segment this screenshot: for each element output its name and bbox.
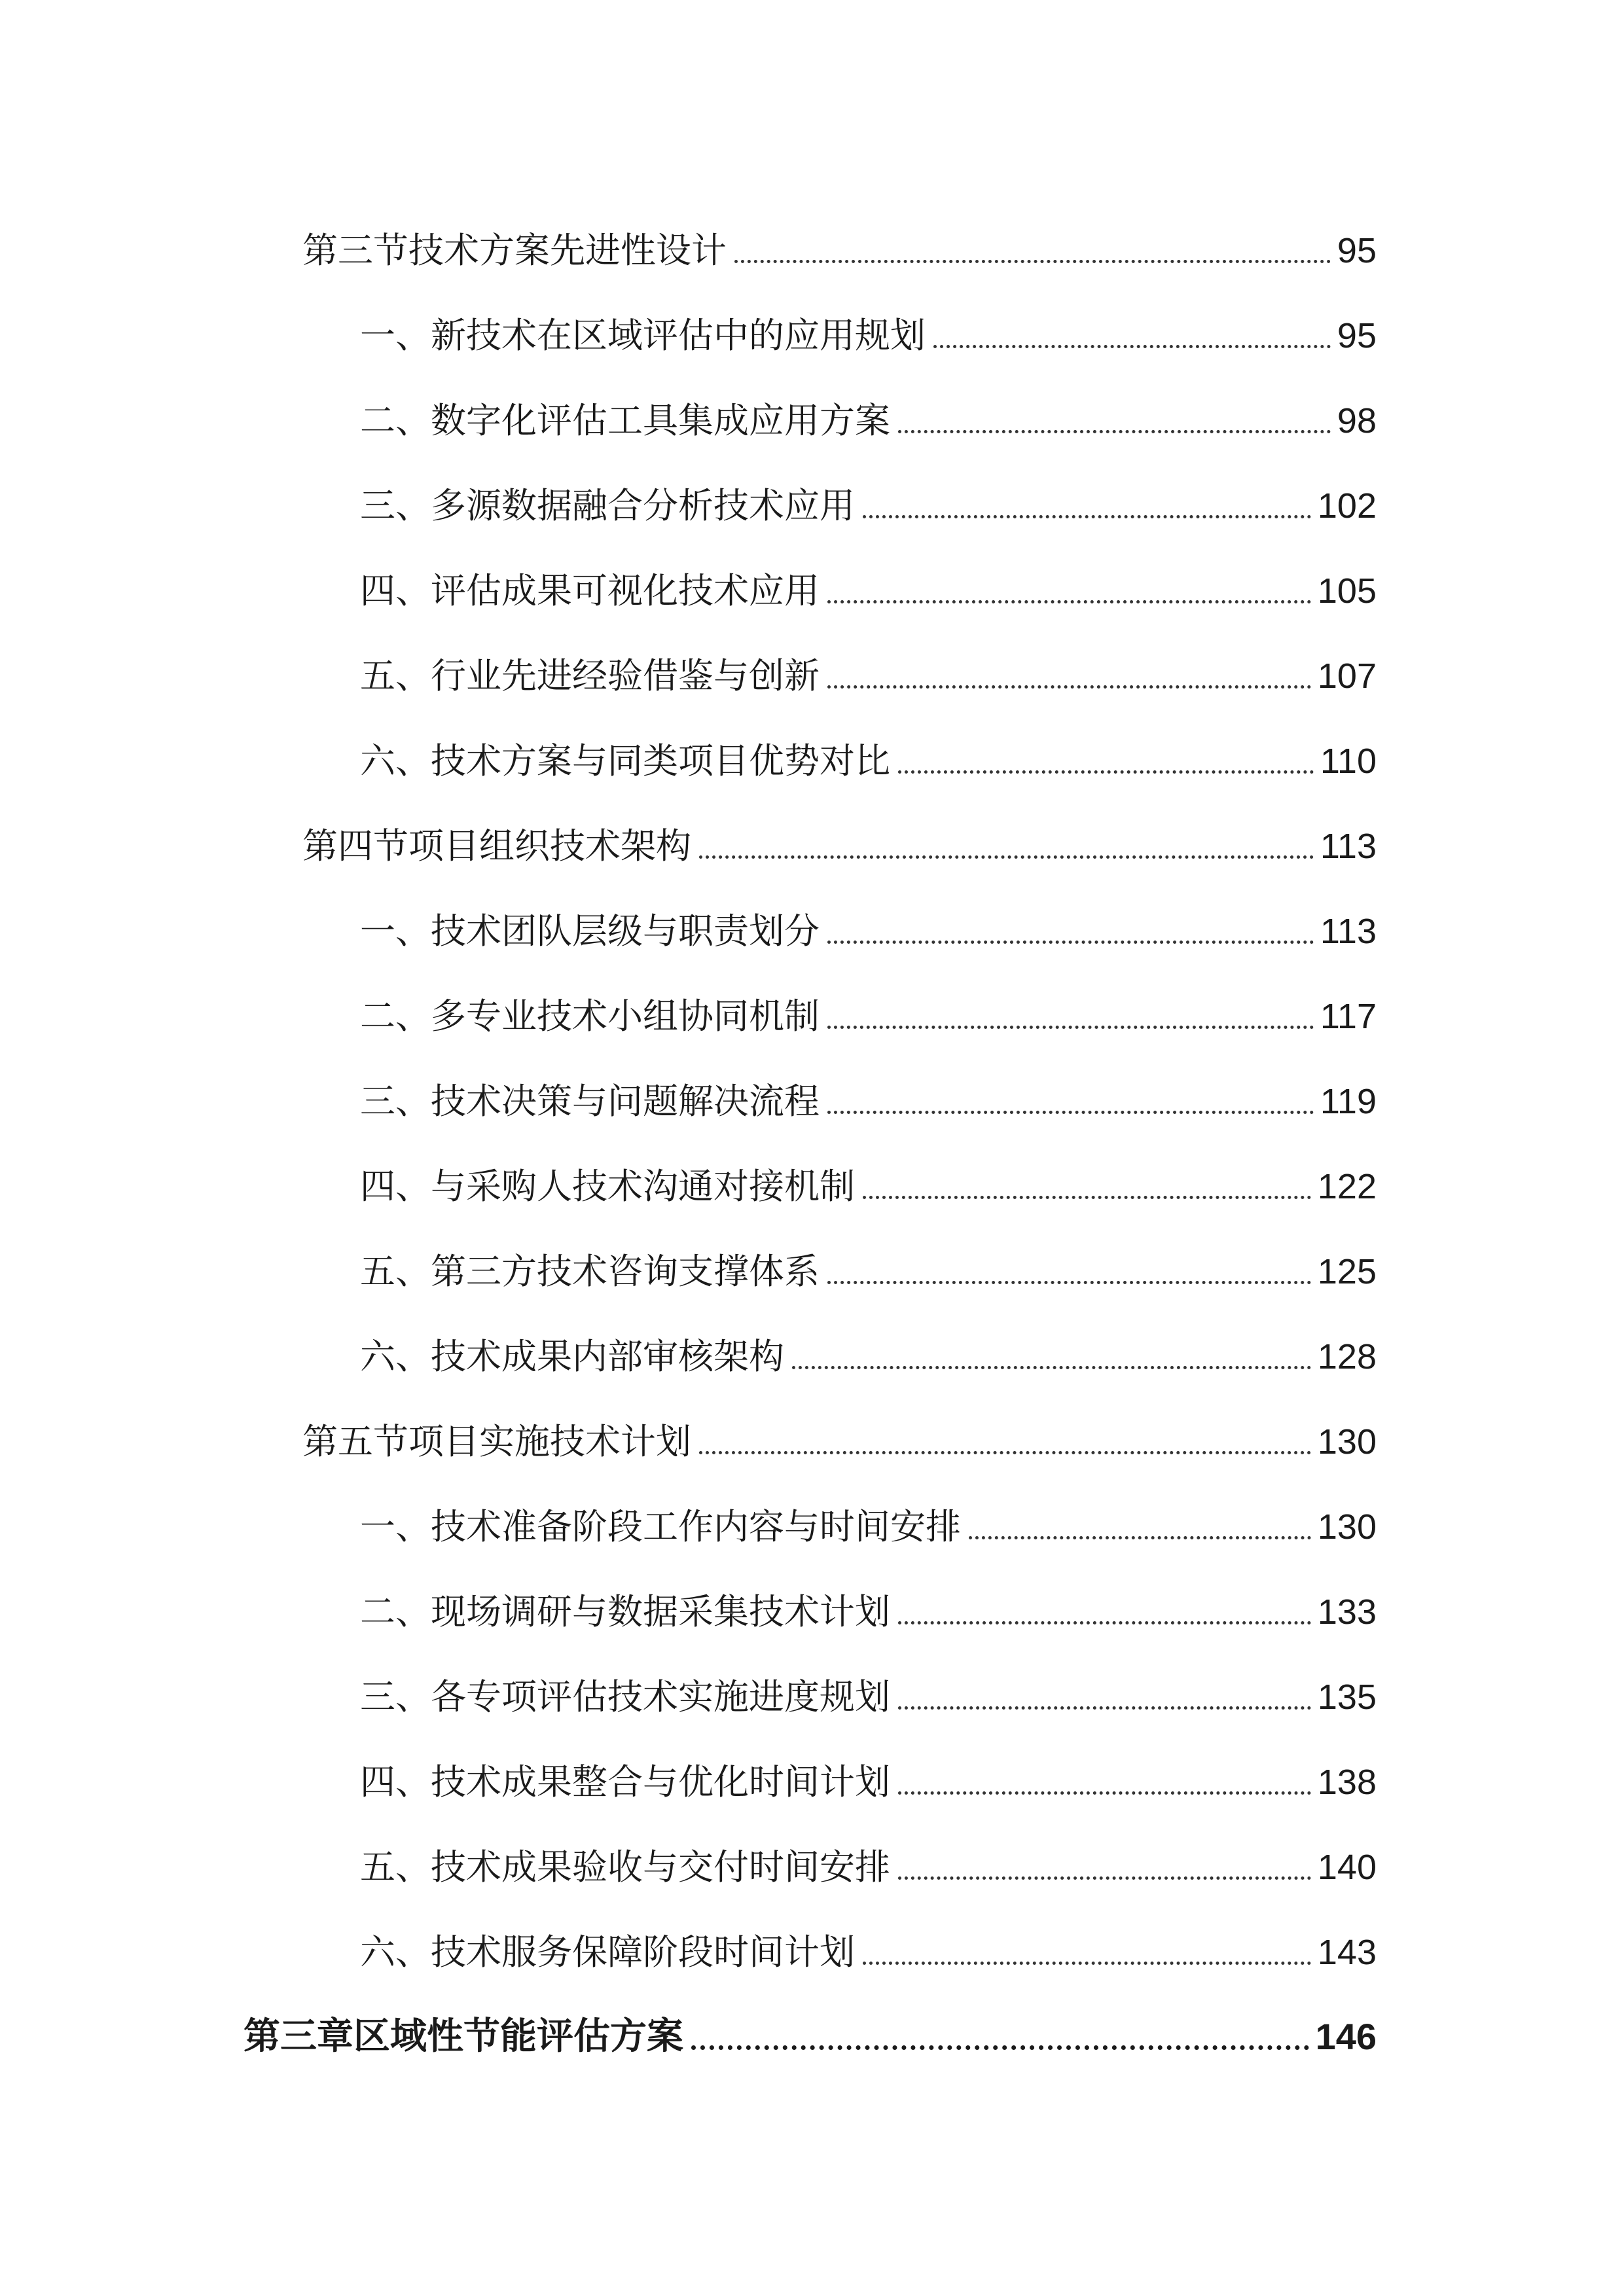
toc-entry-title: 三、各专项评估技术实施进度规划 <box>360 1676 890 1717</box>
toc-entry[interactable] <box>360 458 1377 524</box>
toc-entry[interactable] <box>360 628 1377 694</box>
toc-entry[interactable] <box>360 1564 1377 1630</box>
dot-leader <box>898 1876 1311 1880</box>
toc-entry[interactable] <box>360 1224 1377 1292</box>
toc-entry-title: 六、技术成果内部审核架构 <box>360 1336 784 1377</box>
toc-page-number: 138 <box>1317 1763 1377 1802</box>
toc-page-number: 119 <box>1320 1082 1377 1121</box>
dot-leader <box>969 1536 1311 1539</box>
dot-leader <box>898 430 1331 433</box>
dot-leader <box>898 770 1314 774</box>
toc-page-number: 102 <box>1317 486 1377 526</box>
toc-page-number: 113 <box>1320 912 1377 951</box>
dot-leader <box>863 515 1311 518</box>
toc-entry[interactable] <box>360 1905 1377 1973</box>
toc-entry-title: 三、技术决策与问题解决流程 <box>360 1081 820 1122</box>
toc-entry[interactable] <box>360 1649 1377 1715</box>
toc-page-number: 143 <box>1317 1933 1377 1972</box>
toc-entry[interactable] <box>360 1054 1377 1122</box>
toc-entry-title: 六、技术方案与同类项目优势对比 <box>360 740 890 781</box>
toc-entry-title: 五、第三方技术咨询支撑体系 <box>360 1251 820 1292</box>
toc-page-number: 95 <box>1337 231 1377 270</box>
dot-leader <box>898 1791 1311 1795</box>
toc-entry-title: 二、现场调研与数据采集技术计划 <box>360 1591 890 1632</box>
toc-entry[interactable] <box>360 543 1377 609</box>
toc-entry-title: 第四节项目组织技术架构 <box>302 825 691 867</box>
toc-page-number: 140 <box>1317 1848 1377 1887</box>
toc-entry[interactable] <box>302 203 1377 271</box>
toc-entry-title: 五、行业先进经验借鉴与创新 <box>360 655 820 696</box>
toc-entry[interactable] <box>360 1820 1377 1888</box>
dot-leader <box>699 855 1314 859</box>
toc-entry-title: 四、技术成果整合与优化时间计划 <box>360 1761 890 1803</box>
dot-leader <box>792 1366 1311 1369</box>
toc-page-number: 130 <box>1317 1507 1377 1547</box>
dot-leader <box>933 345 1331 348</box>
toc-page-number: 130 <box>1317 1422 1377 1462</box>
toc-entry-title: 二、数字化评估工具集成应用方案 <box>360 400 890 441</box>
toc-entry[interactable] <box>360 1139 1377 1207</box>
toc-entry[interactable] <box>302 798 1377 867</box>
dot-leader <box>863 1962 1311 1965</box>
toc-page-number: 105 <box>1317 571 1377 611</box>
dot-leader <box>734 260 1331 263</box>
dot-leader <box>827 1111 1314 1114</box>
dot-leader <box>827 1026 1314 1029</box>
toc-entry[interactable] <box>360 1309 1377 1377</box>
dot-leader <box>827 1281 1311 1284</box>
dot-leader <box>898 1621 1311 1624</box>
toc-page-number: 133 <box>1317 1592 1377 1632</box>
toc-page-number: 146 <box>1315 2016 1377 2057</box>
toc-page-number: 95 <box>1337 316 1377 355</box>
toc-entry[interactable] <box>360 713 1377 779</box>
toc-page-number: 135 <box>1317 1677 1377 1717</box>
toc-page-number: 98 <box>1337 401 1377 440</box>
toc-entry-title: 一、新技术在区域评估中的应用规划 <box>360 315 926 356</box>
toc-entry[interactable] <box>360 288 1377 356</box>
toc-entry[interactable] <box>360 1734 1377 1803</box>
toc-page-number: 122 <box>1317 1167 1377 1206</box>
toc-entry[interactable] <box>360 884 1377 952</box>
toc-entry-title: 三、多源数据融合分析技术应用 <box>360 485 855 526</box>
toc-page-number: 107 <box>1317 656 1377 696</box>
toc-entry[interactable] <box>360 1479 1377 1545</box>
toc-entry-title: 四、与采购人技术沟通对接机制 <box>360 1166 855 1207</box>
toc-chapter-title: 第三章区域性节能评估方案 <box>244 2015 683 2058</box>
dot-leader <box>827 941 1314 944</box>
toc-page-number: 128 <box>1317 1337 1377 1376</box>
toc-entry-title: 五、技术成果验收与交付时间安排 <box>360 1846 890 1888</box>
toc-entry[interactable] <box>302 1394 1377 1460</box>
toc-chapter-entry[interactable] <box>244 1990 1377 2058</box>
toc-entry[interactable] <box>360 373 1377 439</box>
dot-leader <box>691 2045 1309 2050</box>
dot-leader <box>827 685 1311 689</box>
toc-page-number: 125 <box>1317 1252 1377 1291</box>
dot-leader <box>863 1196 1311 1199</box>
toc-page-number: 113 <box>1320 827 1377 866</box>
toc-page-number: 110 <box>1320 742 1377 781</box>
toc-page-number: 117 <box>1320 997 1377 1036</box>
dot-leader <box>898 1706 1311 1710</box>
toc-entry-title: 六、技术服务保障阶段时间计划 <box>360 1931 855 1973</box>
toc-entry-title: 二、多专业技术小组协同机制 <box>360 996 820 1037</box>
toc-entry-title: 四、评估成果可视化技术应用 <box>360 570 820 611</box>
toc-entry-title: 一、技术团队层级与职责划分 <box>360 910 820 952</box>
toc-entry[interactable] <box>360 969 1377 1037</box>
toc-entry-title: 第三节技术方案先进性设计 <box>302 230 727 271</box>
dot-leader <box>827 600 1311 603</box>
toc-entry-title: 第五节项目实施技术计划 <box>302 1421 691 1462</box>
dot-leader <box>699 1451 1311 1454</box>
toc-entry-title: 一、技术准备阶段工作内容与时间安排 <box>360 1506 961 1547</box>
